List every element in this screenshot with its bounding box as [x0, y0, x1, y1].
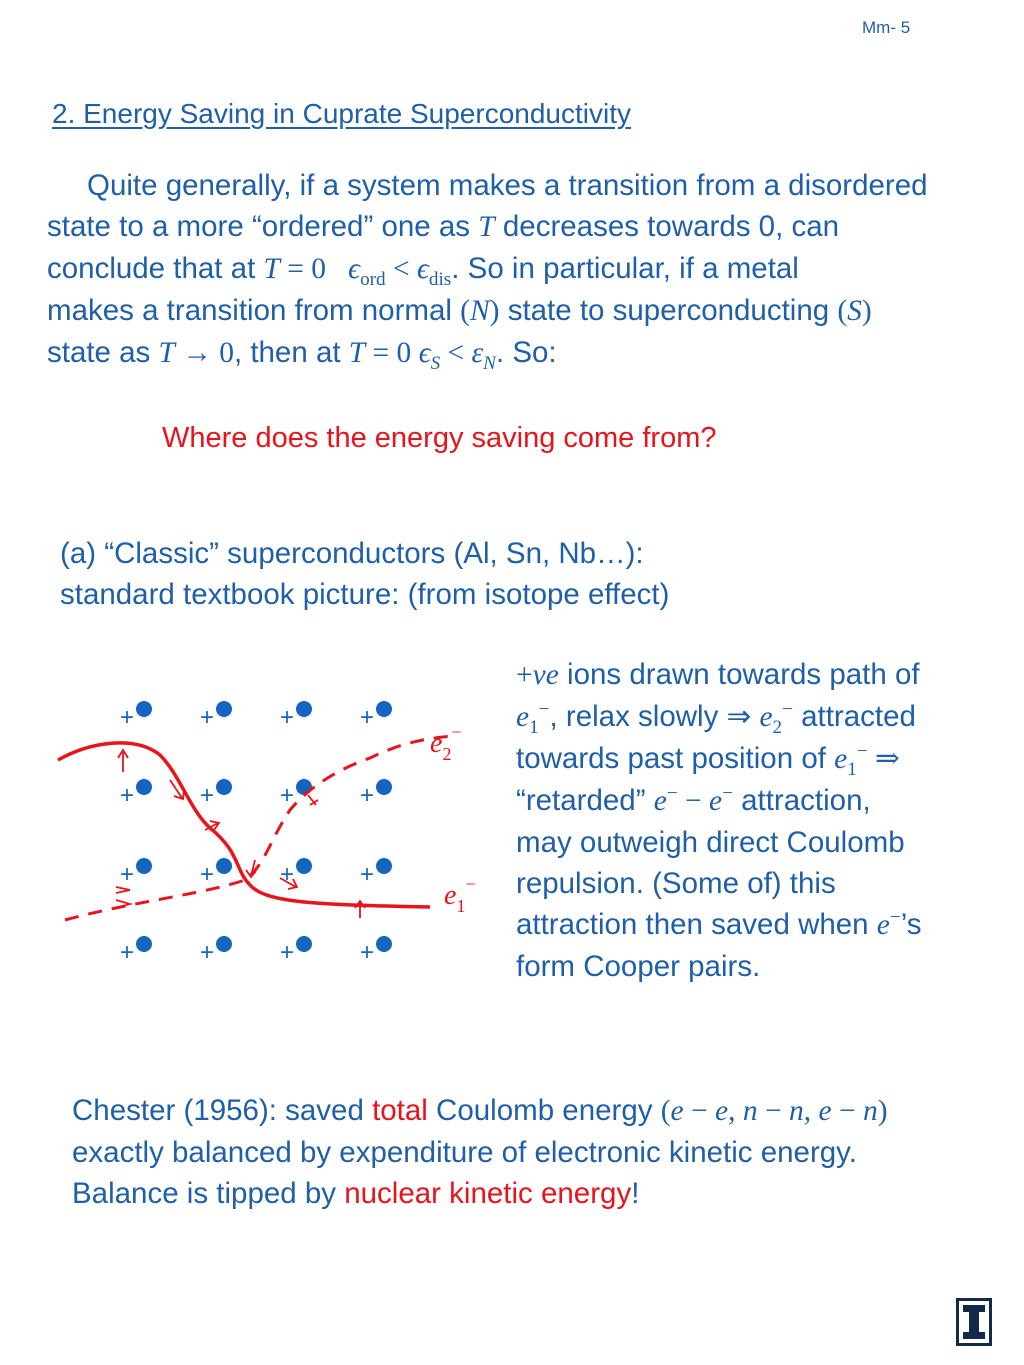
ion-charge-sign: +: [120, 861, 135, 888]
ion-3-3: [360, 936, 392, 966]
ion-dot: [136, 701, 152, 717]
ion-dot: [376, 936, 392, 952]
ion-2-3: [360, 858, 392, 888]
page-label: Mm- 5: [862, 18, 911, 37]
ion-2-0: [120, 858, 152, 888]
intro-line-5: state as T → 0, then at T = 0 $\epsilon_S < \varepsilon_N$. So:: [47, 336, 557, 374]
explain-line-6: repulsion. (Some of) this: [516, 867, 836, 900]
ion-2-1: [200, 858, 232, 888]
chester-paragraph: [72, 1090, 992, 1214]
intro-line-3: conclude that at T = 0 $\epsilon_{ord} < \epsilon_{dis}$. So in particular, if a metal: [47, 252, 799, 290]
ion-charge-sign: +: [280, 782, 295, 809]
classic-line-1: (a) “Classic” superconductors (Al, Sn, Nb…):: [60, 537, 644, 570]
classic-heading: [60, 533, 669, 615]
ion-charge-sign: +: [360, 939, 375, 966]
intro-paragraph: [47, 165, 997, 374]
ion-dot: [136, 779, 152, 795]
mechanism-explanation: [516, 654, 986, 987]
ion-charge-sign: +: [120, 939, 135, 966]
ion-charge-sign: +: [360, 861, 375, 888]
ion-0-3: [360, 701, 392, 731]
ion-charge-sign: +: [200, 782, 215, 809]
ion-dot: [216, 858, 232, 874]
ion-1-1: [200, 779, 232, 809]
ion-charge-sign: +: [360, 782, 375, 809]
question-text: Where does the energy saving come from?: [162, 422, 717, 454]
explain-line-8: form Cooper pairs.: [516, 950, 761, 983]
ion-charge-sign: +: [200, 861, 215, 888]
ion-dot: [376, 779, 392, 795]
ion-1-3: [360, 779, 392, 809]
ion-1-0: [120, 779, 152, 809]
explain-line-5: may outweigh direct Coulomb: [516, 826, 905, 859]
chester-line-2: exactly balanced by expenditure of electronic kinetic energy.: [72, 1136, 857, 1169]
ion-dot: [296, 858, 312, 874]
electron-1-path: [58, 743, 430, 907]
chester-line-1: Chester (1956): saved total Coulomb energy (e − e, n − n, e − n): [72, 1094, 888, 1127]
ion-charge-sign: +: [280, 939, 295, 966]
ion-dot: [376, 858, 392, 874]
ion-displacement-arrows: [116, 750, 365, 918]
ion-charge-sign: +: [120, 704, 135, 731]
ion-dot: [136, 936, 152, 952]
lattice-diagram: [50, 680, 500, 980]
ion-3-2: [280, 936, 312, 966]
intro-line-4: makes a transition from normal (N) state to superconducting (S): [47, 294, 872, 327]
ion-0-2: [280, 701, 312, 731]
electron-2-label: $e_2^-$: [430, 722, 462, 764]
classic-line-2: standard textbook picture: (from isotope effect): [60, 578, 670, 611]
ion-3-1: [200, 936, 232, 966]
ion-dot: [216, 936, 232, 952]
page-title: 2. Energy Saving in Cuprate Superconductivity: [52, 98, 631, 129]
explain-line-4: “retarded” e− − e− attraction,: [516, 783, 871, 817]
ion-dot: [216, 779, 232, 795]
ion-charge-sign: +: [280, 861, 295, 888]
ion-charge-sign: +: [200, 939, 215, 966]
ion-dot: [136, 858, 152, 874]
ion-dot: [296, 701, 312, 717]
ion-0-1: [200, 701, 232, 731]
ion-dot: [216, 701, 232, 717]
explain-line-3: towards past position of $e_1^-$ ⇒: [516, 741, 900, 780]
illinois-block-i-icon: [956, 1298, 992, 1346]
ion-3-0: [120, 936, 152, 966]
explain-line-2: $e_1^-$, relax slowly ⇒ $e_2^-$ attracted: [516, 699, 916, 738]
electron-1-label: $e_1^-$: [444, 874, 476, 916]
ion-0-0: [120, 701, 152, 731]
ion-charge-sign: +: [360, 704, 375, 731]
ion-lattice: [120, 701, 392, 966]
intro-line-1: Quite generally, if a system makes a transition from a disordered: [87, 169, 928, 202]
ion-charge-sign: +: [200, 704, 215, 731]
ion-charge-sign: +: [120, 782, 135, 809]
explain-line-1: +ve ions drawn towards path of: [516, 658, 920, 691]
ion-dot: [376, 701, 392, 717]
explain-line-7: attraction then saved when e−’s: [516, 907, 922, 941]
chester-line-3: Balance is tipped by nuclear kinetic energy!: [72, 1177, 640, 1210]
ion-dot: [296, 936, 312, 952]
ion-charge-sign: +: [280, 704, 295, 731]
intro-line-2: state to a more “ordered” one as T decreases towards 0, can: [47, 210, 840, 243]
